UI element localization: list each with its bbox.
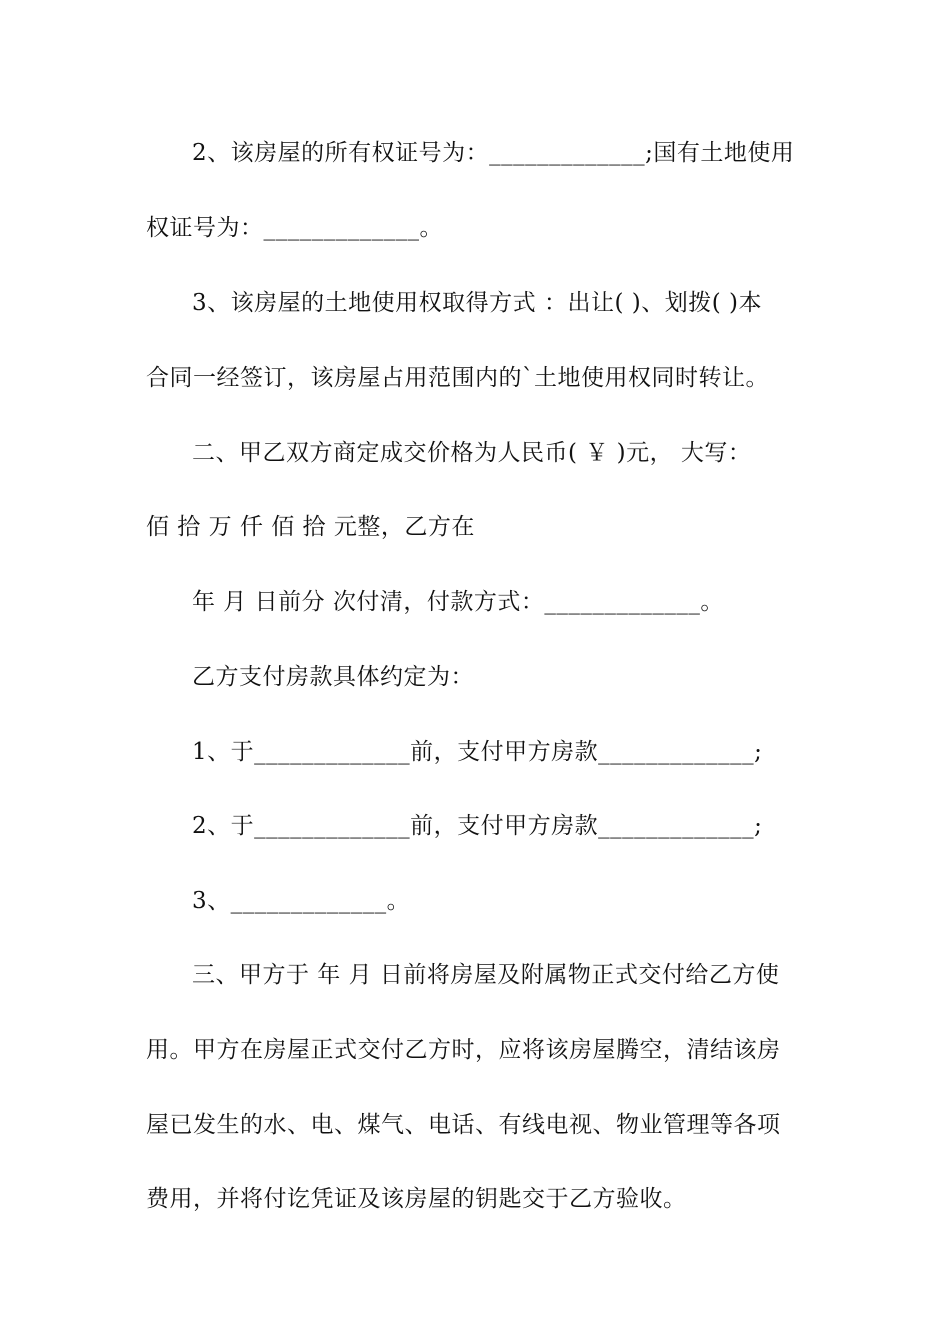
clause-2-ownership-cert-line-2: 权证号为：_____________。 (146, 215, 443, 241)
payment-item-3: 3、_____________。 (192, 888, 411, 914)
clause-3-land-use-line-1: 3、该房屋的土地使用权取得方式 ：出让( )、划拨( )本 (192, 290, 762, 316)
section-3-delivery-line-3: 屋已发生的水、电、煤气、电话、有线电视、物业管理等各项 (146, 1112, 781, 1138)
section-3-delivery-line-1: 三、甲方于 年 月 日前将房屋及附属物正式交付给乙方使 (192, 962, 780, 988)
payment-terms-heading: 乙方支付房款具体约定为： (192, 664, 474, 690)
section-3-delivery-line-4: 费用，并将付讫凭证及该房屋的钥匙交于乙方验收。 (146, 1186, 687, 1212)
clause-3-land-use-line-2: 合同一经签订，该房屋占用范围内的`土地使用权同时转让。 (146, 365, 769, 391)
clause-2-ownership-cert-line-1: 2、该房屋的所有权证号为：_____________;国有土地使用 (192, 140, 795, 166)
payment-date-method-line: 年 月 日前分 次付清，付款方式：_____________。 (192, 589, 724, 615)
section-3-delivery-line-2: 用。甲方在房屋正式交付乙方时，应将该房屋腾空，清结该房 (146, 1037, 781, 1063)
section-2-price-line-2: 佰 拾 万 仟 佰 拾 元整，乙方在 (146, 514, 475, 540)
payment-item-1: 1、于_____________前，支付甲方房款_____________; (192, 739, 763, 765)
payment-item-2: 2、于_____________前，支付甲方房款_____________; (192, 813, 763, 839)
section-2-price-line-1: 二、甲乙双方商定成交价格为人民币( ￥ )元， 大写： (192, 440, 752, 466)
